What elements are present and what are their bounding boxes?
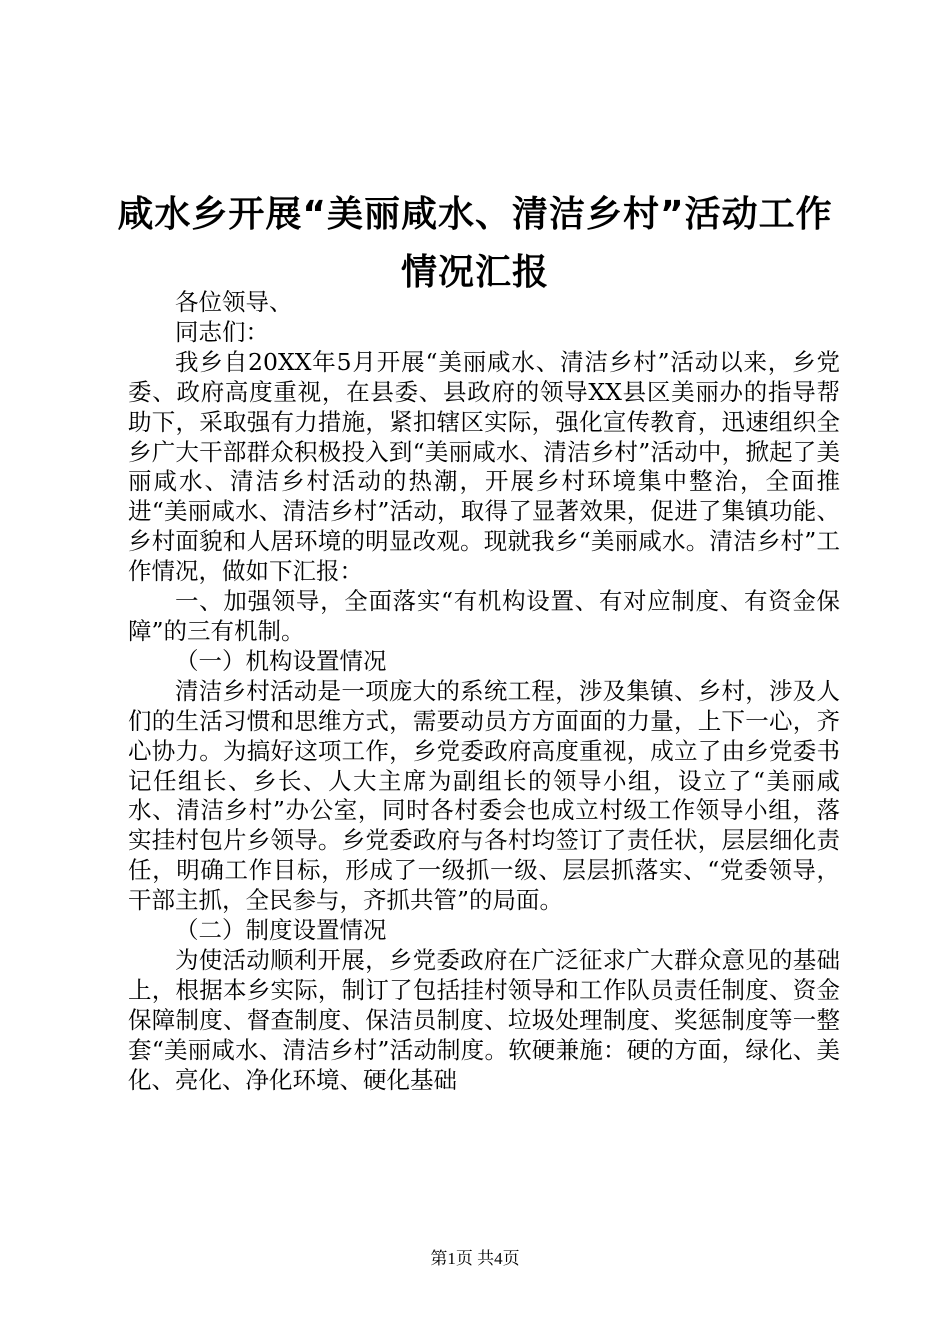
section-heading-1: 一、加强领导，全面落实“有机构设置、有对应制度、有资金保障”的三有机制。 [128, 587, 840, 645]
greeting-1: 各位领导、 [175, 288, 293, 316]
greeting-2: 同志们： [175, 317, 269, 346]
document-title-line-2: 情况汇报 [400, 252, 549, 293]
subheading-1: （一）机构设置情况 [175, 646, 387, 675]
document-body [128, 288, 840, 1095]
paragraph-intro: 我乡自20XX年5月开展“美丽咸水、清洁乡村”活动以来，乡党委、政府高度重视，在县委、县政府的领导XX县区美丽办的指导帮助下，采取强有力措施，紧扣辖区实际，强化宣传教育，迅速组织全乡广大干部群众积极投入到“美丽咸水、清洁乡村”活动中，掀起了美丽咸水、清洁乡村活动的热潮，开展乡村环境集中整治，全面推进“美丽咸水、清洁乡村”活动，取得了显著效果，促进了集镇功能、乡村面貌和人居环境的明显改观。现就我乡“美丽咸水。清洁乡村”工作情况，做如下汇报： [128, 347, 840, 586]
subheading-2: （二）制度设置情况 [175, 916, 387, 945]
page-footer: 第1页 共4页 [430, 1249, 520, 1268]
paragraph-organization: 清洁乡村活动是一项庞大的系统工程，涉及集镇、乡村，涉及人们的生活习惯和思维方式，需要动员方方面面的力量，上下一心，齐心协力。为搞好这项工作，乡党委政府高度重视，成立了由乡党委书记任组长、乡长、人大主席为副组长的领导小组，设立了“美丽咸水、清洁乡村”办公室，同时各村委会也成立村级工作领导小组，落实挂村包片乡领导。乡党委政府与各村均签订了责任状，层层细化责任，明确工作目标，形成了一级抓一级、层层抓落实、“党委领导，干部主抓，全民参与，齐抓共管”的局面。 [128, 676, 840, 915]
paragraph-system: 为使活动顺利开展，乡党委政府在广泛征求广大群众意见的基础上，根据本乡实际，制订了包括挂村领导和工作队员责任制度、资金保障制度、督查制度、保洁员制度、垃圾处理制度、奖惩制度等一整套“美丽咸水、清洁乡村”活动制度。软硬兼施：硬的方面，绿化、美化、亮化、净化环境、硬化基础 [128, 945, 840, 1094]
document-title-line-1: 咸水乡开展“美丽咸水、清洁乡村”活动工作 [117, 194, 833, 235]
